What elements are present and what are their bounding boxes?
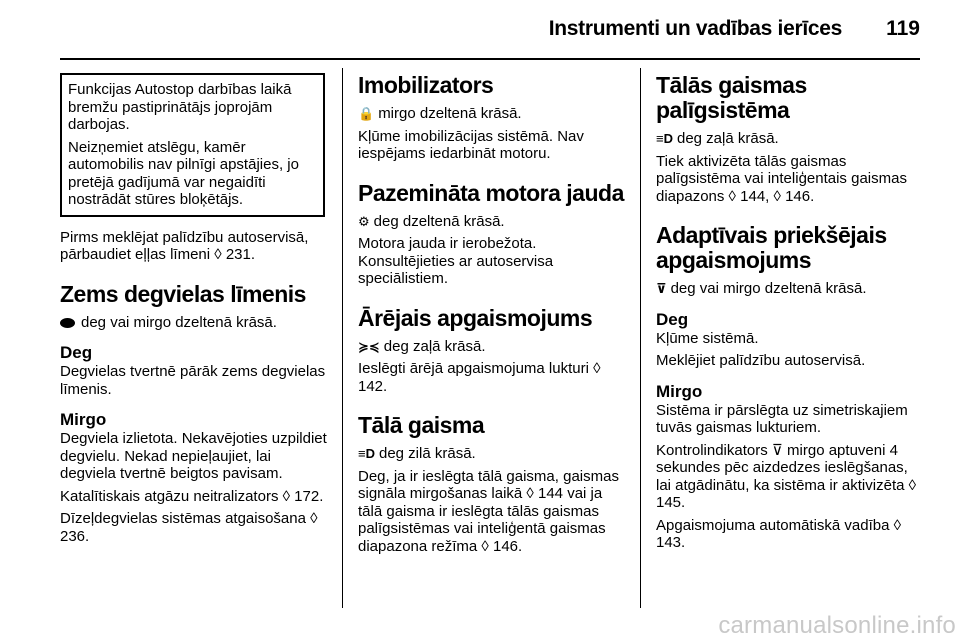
high-beam-assist-icon: ≡D	[656, 131, 673, 146]
reduced-power-text: Motora jauda ir ierobežota. Konsultējieties ar autoservisa speciālistiem.	[358, 235, 554, 287]
low-fuel-desc: deg vai mirgo dzeltenā krāsā.	[60, 314, 330, 332]
note-box	[60, 73, 325, 217]
diesel-ref: Dīzeļdegvielas sistēmas atgaisošana ◊ 236.	[60, 510, 318, 545]
adaptive-flash-text-2: Kontrolindikators ⊽ mirgo aptuveni 4 sekundes pēc aizdedzes ieslēgšanas, lai atgādinātu, ka sistēma ir aktivizēta ◊ 145.	[656, 441, 917, 511]
low-fuel-on-text: Degvielas tvertnē pārāk zems degvielas līmenis.	[60, 363, 326, 398]
watermark: carmanualsonline.info	[718, 612, 956, 639]
page-header	[0, 0, 960, 60]
section-title-high-beam-assist: Tālās gaismas palīgsistēma	[656, 72, 807, 123]
column-divider-2	[640, 68, 641, 608]
fuel-indicator-icon	[60, 318, 75, 328]
section-title-low-fuel: Zems degvielas līmenis	[60, 280, 306, 307]
high-beam-assist-text: Tiek aktivizēta tālās gaismas palīgsistēma vai inteliģentais gaismas diapazons ◊ 144, ◊ 146.	[656, 152, 907, 205]
catalyst-ref: Katalītiskais atgāzu neitralizators ◊ 172.	[60, 487, 324, 505]
adaptive-flash-text: Sistēma ir pārslēgta uz simetriskajiem tuvās gaismas lukturiem.	[656, 401, 908, 436]
column-3	[656, 73, 922, 557]
oil-check-text: Pirms meklējat palīdzību autoservisā, pārbaudiet eļļas līmeni ◊ 231.	[60, 228, 309, 263]
subsection-title-flash: Mirgo	[656, 381, 703, 401]
exterior-light-icon: ≽≼	[358, 338, 380, 354]
column-1	[60, 73, 330, 550]
section-title-adaptive-light: Adaptīvais priekšējais apgaismojums	[656, 222, 887, 273]
immobilizer-icon: 🔒	[358, 106, 375, 121]
exterior-light-desc: ≽≼ deg zaļā krāsā.	[358, 337, 486, 355]
low-fuel-flash-text: Degviela izlietota. Nekavējoties uzpildiet degvielu. Nekad nepieļaujiet, lai degviela tvertnē beigtos pavisam.	[60, 430, 327, 482]
adaptive-light-icon: ⊽	[656, 281, 667, 296]
reduced-power-desc: ⚙ deg dzeltenā krāsā.	[358, 212, 505, 230]
immobilizer-desc: 🔒 mirgo dzeltenā krāsā.	[358, 105, 522, 122]
note-paragraph: Neizņemiet atslēgu, kamēr automobilis nav pilnīgi apstājies, jo pretējā gadījumā var negaidīti nostrādāt stūres bloķētājs.	[68, 138, 299, 208]
immobilizer-text: Kļūme imobilizācijas sistēmā. Nav iespējams iedarbināt motoru.	[358, 127, 584, 162]
high-beam-desc: ≡D deg zilā krāsā.	[358, 445, 476, 462]
section-title-immobilizer: Imobilizators	[358, 72, 494, 98]
column-divider-1	[342, 68, 343, 608]
subsection-title-on: Deg	[60, 343, 93, 362]
high-beam-assist-desc: ≡D deg zaļā krāsā.	[656, 130, 779, 147]
page-title: Instrumenti un vadības ierīces	[548, 17, 842, 40]
header-divider	[60, 58, 920, 60]
subsection-title-flash: Mirgo	[60, 410, 107, 429]
exterior-light-text: Ieslēgti ārējā apgaismojuma lukturi ◊ 142.	[358, 360, 601, 395]
note-paragraph: Funkcijas Autostop darbības laikā bremžu pastiprinātājs joprojām darbojas.	[68, 81, 292, 133]
high-beam-text: Deg, ja ir ieslēgta tālā gaisma, gaismas signāla mirgošanas laikā ◊ 144 vai ja tālā gaisma ir ieslēgta tālās gaismas palīgsistēmas vai inteliģentā gaismas diapazona režīma ◊ 146.	[358, 467, 619, 555]
adaptive-on-text: Kļūme sistēmā.	[656, 329, 759, 347]
engine-power-icon: ⚙	[358, 213, 370, 229]
section-title-reduced-power: Pazemināta motora jauda	[358, 179, 624, 206]
page-number: 119	[886, 17, 920, 40]
adaptive-on-text-2: Meklējiet palīdzību autoservisā.	[656, 352, 866, 369]
adaptive-light-desc: ⊽ deg vai mirgo dzeltenā krāsā.	[656, 280, 867, 297]
subsection-title-on: Deg	[656, 309, 689, 329]
auto-light-ref: Apgaismojuma automātiskā vadība ◊ 143.	[656, 516, 902, 551]
section-title-exterior-light: Ārējais apgaismojums	[358, 304, 593, 331]
high-beam-icon: ≡D	[358, 446, 375, 461]
column-2	[358, 73, 626, 560]
section-title-high-beam: Tālā gaisma	[358, 412, 485, 438]
